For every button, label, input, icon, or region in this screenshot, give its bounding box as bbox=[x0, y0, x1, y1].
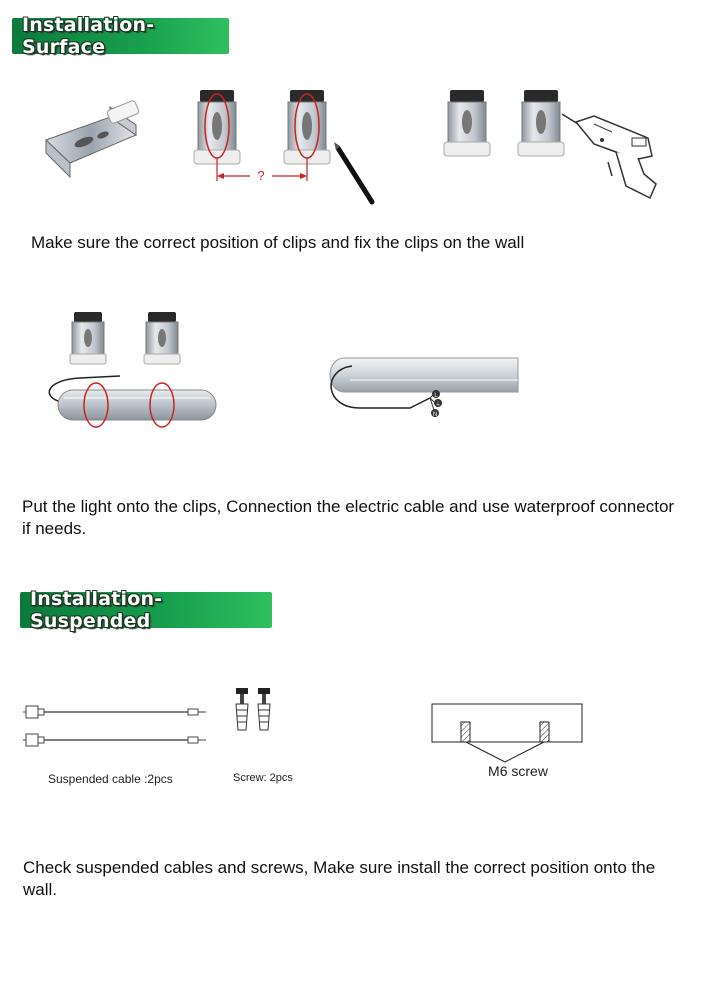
light-on-clips-figure bbox=[40, 308, 220, 433]
wire-label-neutral: N bbox=[432, 412, 438, 418]
wire-label-live: L bbox=[434, 393, 438, 399]
screws-figure bbox=[230, 686, 280, 736]
distance-label: ? bbox=[257, 168, 265, 183]
clip-bracket-figure bbox=[40, 95, 160, 185]
suspended-cable-2 bbox=[23, 734, 206, 746]
clips-distance-figure bbox=[188, 86, 388, 208]
wire-label-ground: ⏚ bbox=[434, 401, 442, 408]
section-title-surface: Installation-Surface bbox=[22, 14, 155, 58]
m6-screw-label: M6 screw bbox=[488, 763, 548, 779]
suspended-cables-figure bbox=[20, 690, 220, 760]
screw-1 bbox=[236, 688, 248, 730]
instruction-step3: Check suspended cables and screws, Make sure install the correct position onto the wall. bbox=[23, 858, 656, 899]
wire-connection-figure bbox=[330, 336, 530, 426]
section-title-suspended: Installation-Suspended bbox=[30, 588, 163, 632]
screw-2 bbox=[258, 688, 270, 730]
instruction-step2: Put the light onto the clips, Connection the electric cable and use waterproof connector if needs. bbox=[22, 497, 675, 538]
m6-screw-diagram bbox=[430, 700, 585, 785]
instruction-step1: Make sure the correct position of clips and fix the clips on the wall bbox=[31, 233, 525, 252]
suspended-cable-caption: Suspended cable :2pcs bbox=[48, 772, 173, 786]
section-header-suspended bbox=[20, 588, 272, 632]
section-header-surface bbox=[12, 14, 229, 58]
clips-drill-figure bbox=[444, 86, 664, 206]
screw-caption: Screw: 2pcs bbox=[233, 772, 293, 784]
suspended-cable-1 bbox=[23, 706, 206, 718]
